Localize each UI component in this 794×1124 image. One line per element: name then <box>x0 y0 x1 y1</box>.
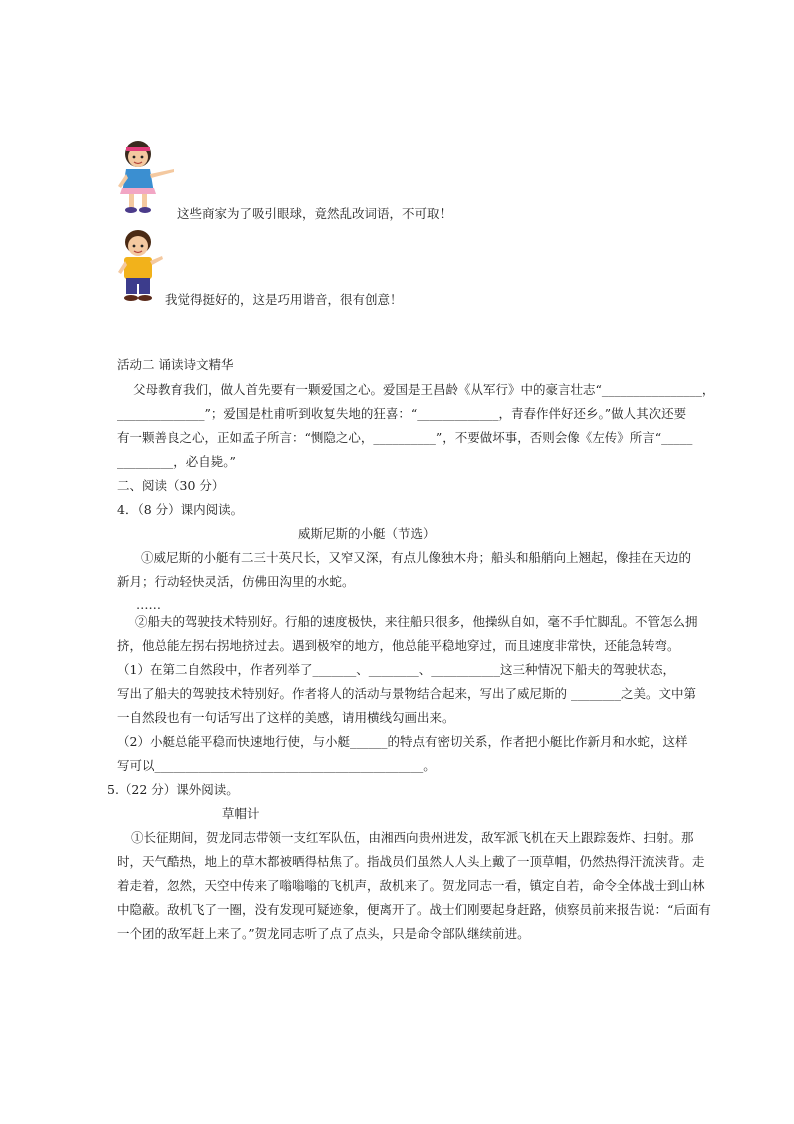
q5-para1-line: 一个团的敌军赶上来了。”贺龙同志听了点了点头，只是命令部队继续前进。 <box>117 926 530 941</box>
activity2-title: 活动二 诵读诗文精华 <box>117 357 234 372</box>
q5-para1-line: ①长征期间，贺龙同志带领一支红军队伍，由湘西向贵州进发，敌军派飞机在天上跟踪轰炸、扫射。那 <box>131 830 694 845</box>
q5-passage-title: 草帽计 <box>222 806 260 821</box>
q5-para1-line: 着走着，忽然，天空中传来了嗡嗡嗡的飞机声，敌机来了。贺龙同志一看，镇定自若，命令全体战士到山林 <box>117 878 705 893</box>
q4-sub2-line: 写可以___________________________________________。 <box>117 758 436 773</box>
girl-illustration <box>116 138 178 218</box>
q4-passage-title: 威斯尼斯的小艇（节选） <box>298 526 436 541</box>
activity2-line: ______________”；爱国是杜甫听到收复失地的狂喜：“_____________，青春作伴好还乡。”做人其次还要 <box>117 406 687 421</box>
q5-para1-line: 时，天气酷热，地上的草木都被晒得枯焦了。指战员们虽然人人头上戴了一顶草帽，仍然热得汗流浃背。走 <box>117 854 705 869</box>
section2-title: 二、阅读（30 分） <box>117 478 225 493</box>
q4-sub1-line: 写出了船夫的驾驶技术特别好。作者将人的活动与景物结合起来，写出了威尼斯的 ________之美。文中第 <box>117 686 696 701</box>
q4-para2-line: ②船夫的驾驶技术特别好。行船的速度极快，来往船只很多，他操纵自如，毫不手忙脚乱。不管怎么拥 <box>135 614 698 629</box>
q5-para1-line: 中隐蔽。敌机飞了一圈，没有发现可疑迹象，便离开了。战士们刚要起身赶路，侦察员前来报告说：“后面有 <box>117 902 711 917</box>
q4-sub1-line: 一自然段也有一句话写出了这样的美感，请用横线勾画出来。 <box>117 710 455 725</box>
q4-para1-line: ①威尼斯的小艇有二三十英尺长，又窄又深，有点儿像独木舟；船头和船艄向上翘起，像挂在天边的 <box>141 550 692 565</box>
q4-header: 4．（8 分）课内阅读。 <box>117 502 244 517</box>
q4-para1-line: 新月；行动轻快灵活，仿佛田沟里的水蛇。 <box>117 574 355 589</box>
q5-header: 5.（22 分）课外阅读。 <box>107 782 239 797</box>
boy-speech: 我觉得挺好的，这是巧用谐音，很有创意！ <box>165 292 403 307</box>
q4-ellipsis: …… <box>136 597 161 612</box>
activity2-line: _________，必自毙。” <box>117 454 236 469</box>
q4-para2-line: 挤，他总能左拐右拐地挤过去。遇到极窄的地方，他总能平稳地穿过，而且速度非常快，还能急转弯。 <box>117 638 680 653</box>
boy-illustration <box>116 228 166 304</box>
q4-sub2-line: （2）小艇总能平稳而快速地行使，与小艇______的特点有密切关系，作者把小艇比作新月和水蛇，这样 <box>117 734 688 749</box>
girl-speech: 这些商家为了吸引眼球，竟然乱改词语，不可取！ <box>177 206 453 221</box>
activity2-line: 父母教育我们，做人首先要有一颗爱国之心。爱国是王昌龄《从军行》中的豪言壮志“________________， <box>133 382 715 397</box>
q4-sub1-line: （1）在第二自然段中，作者列举了_______、________、___________这三种情况下船夫的驾驶状态， <box>117 662 675 677</box>
activity2-line: 有一颗善良之心，正如孟子所言：“恻隐之心，__________”，不要做坏事，否则会像《左传》所言“_____ <box>117 430 693 445</box>
